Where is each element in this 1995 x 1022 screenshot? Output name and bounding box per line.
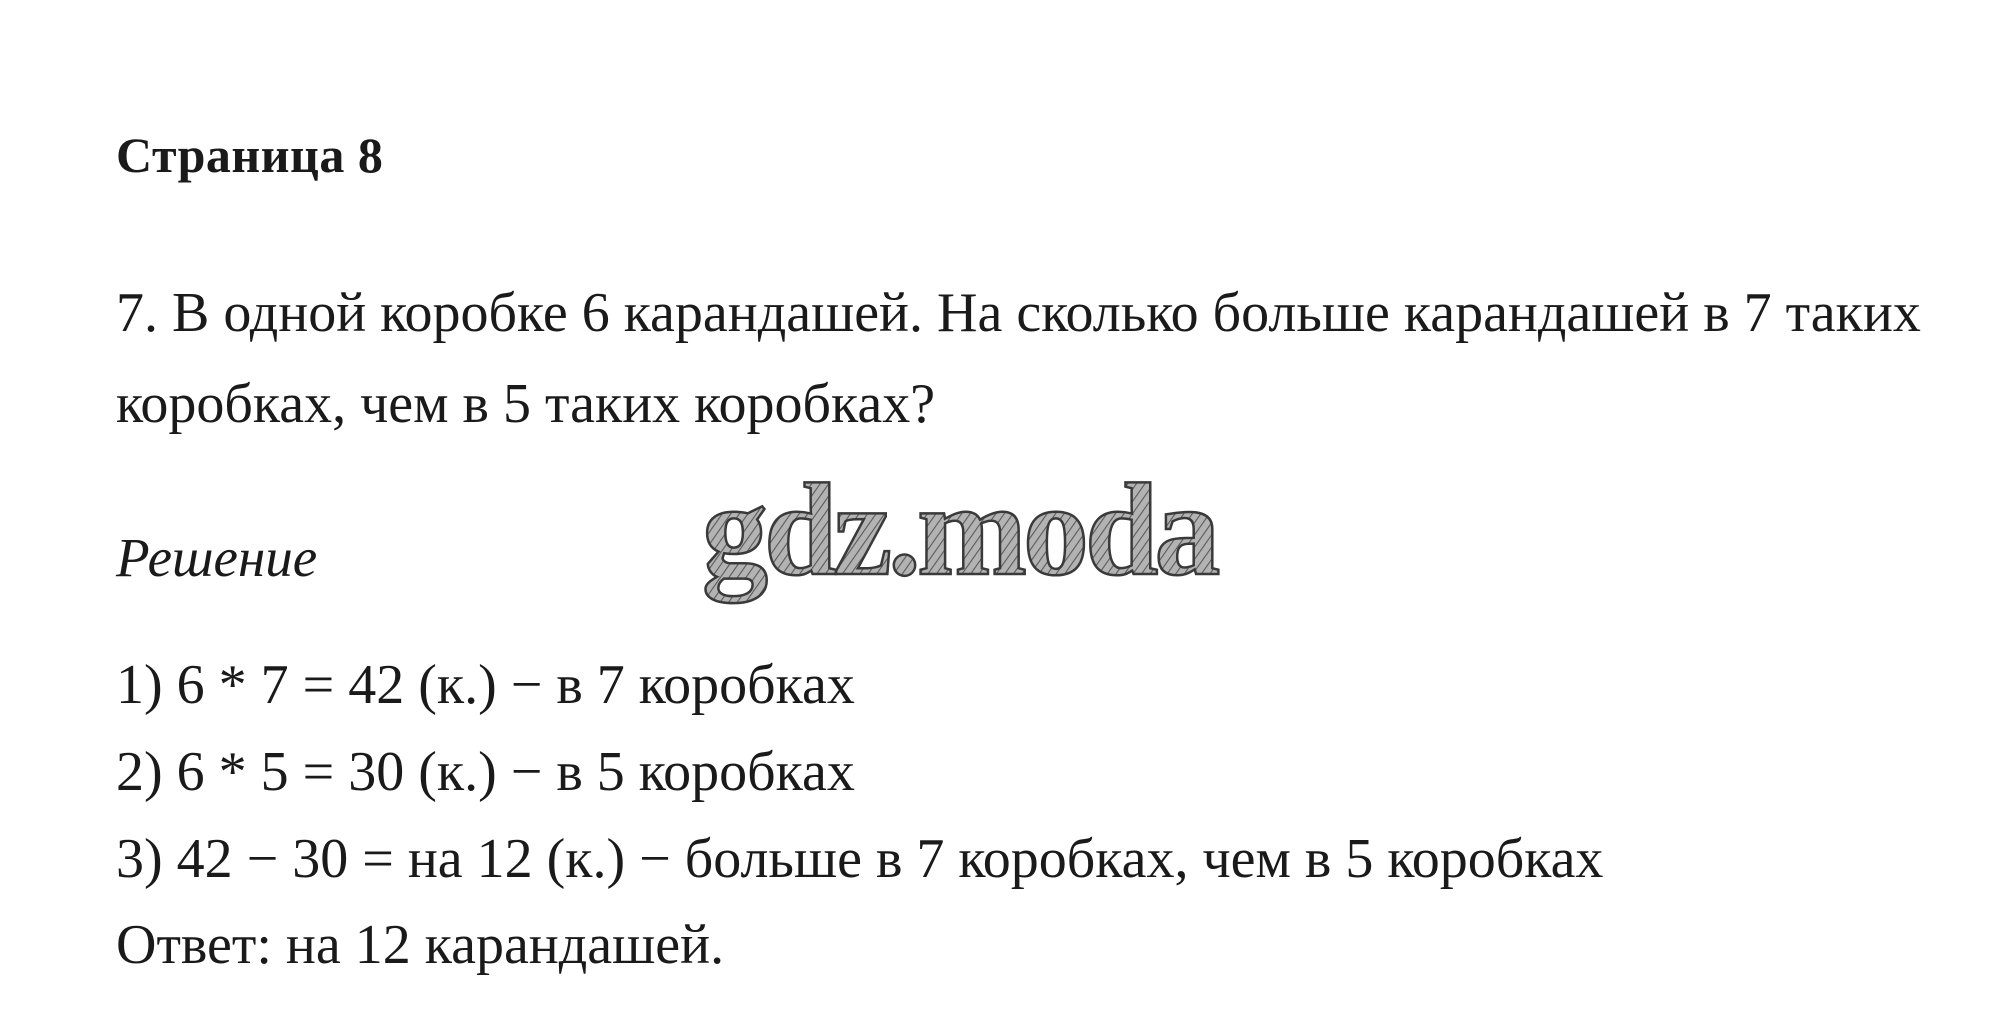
answer-text: Ответ: на 12 карандашей. [116,914,725,976]
page-title: Страница 8 [116,127,384,183]
solution-step: 1) 6 * 7 = 42 (к.) − в 7 коробках [116,654,855,716]
solution-step: 3) 42 − 30 = на 12 (к.) − больше в 7 коробках, чем в 5 коробках [116,828,1604,890]
solution-heading: Решение [116,527,318,588]
watermark-logo [698,462,1288,622]
solution-step: 2) 6 * 5 = 30 (к.) − в 5 коробках [116,741,855,803]
solution-steps [116,642,1603,903]
watermark-text: gdz.moda [702,462,1217,603]
task-text: 7. В одной коробке 6 карандашей. На сколько больше карандашей в 7 таких коробках, чем в 5 таких коробках? [116,282,1921,435]
